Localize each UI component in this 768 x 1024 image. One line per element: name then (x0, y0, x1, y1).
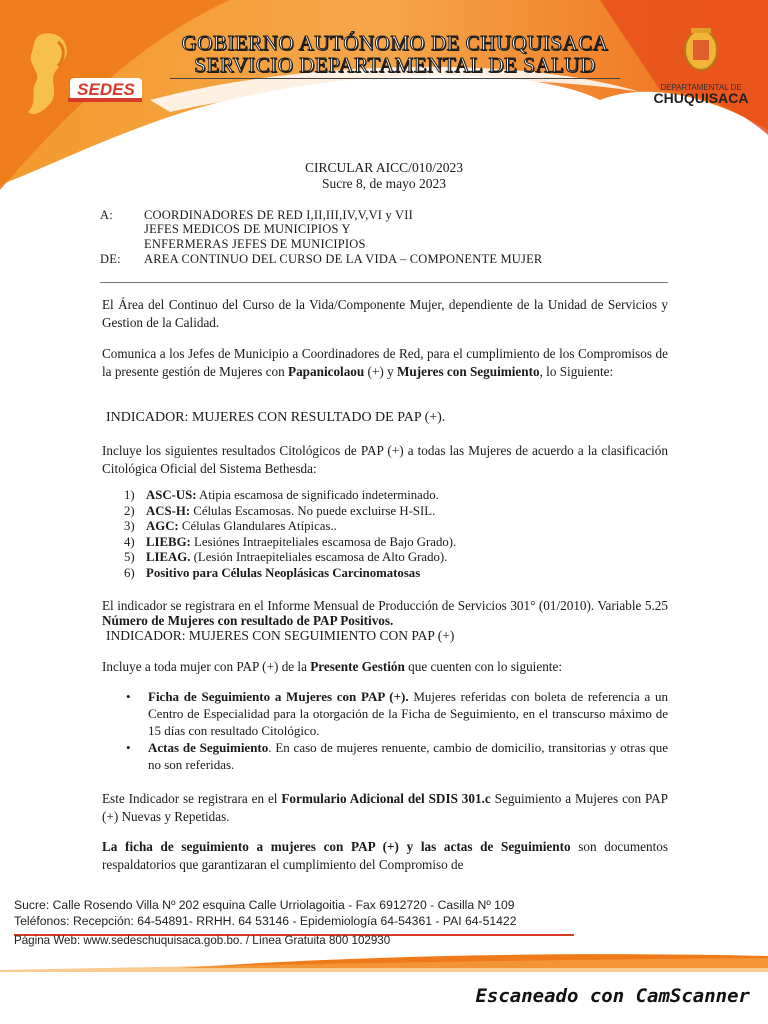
to-label: A: (100, 208, 113, 222)
list-item: 1) ASC-US: Atipia escamosa de significado indeterminado. (124, 488, 439, 502)
paragraph-comunica: Comunica a los Jefes de Municipio a Coordinadores de Red, para el cumplimiento de los Compromisos de la presente gestión de Mujeres con Papanicolaou (+) y Mujeres con Seguimiento, lo Siguiente: (102, 346, 668, 379)
chuquisaca-logo (645, 24, 757, 109)
sedes-logo-text: SEDES (77, 80, 135, 99)
from-label: DE: (100, 252, 121, 266)
indicator-2-heading: INDICADOR: MUJERES CON SEGUIMIENTO CON PAP (+) (106, 628, 455, 643)
header-rule (170, 78, 620, 79)
header-title (150, 32, 640, 76)
list-item: 4) LIEBG: Lesiónes Intraepiteliales escamosa de Bajo Grado). (124, 534, 457, 549)
paragraph-incluye-2: Incluye a toda mujer con PAP (+) de la Presente Gestión que cuenten con lo siguiente: (102, 659, 562, 674)
paragraph-intro: El Área del Continuo del Curso de la Vida/Componente Mujer, dependiente de la Unidad de Servicios y Gestion de la Calidad. (102, 297, 668, 330)
camscanner-watermark: Escaneado con CamScanner (475, 985, 750, 1007)
paragraph-registro-1: El indicador se registrara en el Informe Mensual de Producción de Servicios 301° (01/2010). Variable 5.25 Número de Mujeres con resultado de PAP Positivos. (102, 598, 668, 628)
footer-decoration (0, 946, 768, 976)
list-item: 6) Positivo para Células Neoplásicas Carcinomatosas (124, 565, 421, 580)
section-separator (100, 282, 668, 283)
list-item: 5) LIEAG. (Lesión Intraepiteliales escamosa de Alto Grado). (124, 550, 448, 565)
list-item: 3) AGC: Células Glandulares Atípicas.. (124, 519, 337, 534)
footer-address: Sucre: Calle Rosendo Villa Nº 202 esquina Calle Urriolagoitia - Fax 6912720 - Casilla Nº 109 (14, 898, 515, 912)
bethesda-list (124, 488, 456, 582)
logo-right-big-text: CHUQUISACA (653, 90, 749, 106)
indicator-1-heading: INDICADOR: MUJERES CON RESULTADO DE PAP (+). (106, 410, 446, 425)
logo-right-small-text: DEPARTAMENTAL DE (660, 83, 742, 92)
header-line-1: GOBIERNO AUTÓNOMO DE CHUQUISACA (181, 31, 609, 55)
sedes-logo (18, 28, 148, 123)
list-item: 2) ACS-H: Células Escamosas. No puede excluirse H-SIL. (124, 503, 436, 518)
bullet-item: • Ficha de Seguimiento a Mujeres con PAP (+). Mujeres referidas con boleta de referencia a un Centro de Especialidad para la otorgación de la Ficha de Seguimiento, en el transcurso máximo de 15 días con resultado Citológico. (126, 689, 668, 738)
to-line-1: COORDINADORES DE RED I,II,III,IV,V,VI y VII (144, 208, 414, 222)
header-line-2: SERVICIO DEPARTAMENTAL DE SALUD (194, 53, 596, 77)
paragraph-registro-2: Este Indicador se registrara en el Formulario Adicional del SDIS 301.c Seguimiento a Mujeres con PAP (+) Nuevas y Repetidas. (102, 791, 668, 824)
to-line-3: ENFERMERAS JEFES DE MUNICIPIOS (144, 237, 366, 251)
from-text: AREA CONTINUO DEL CURSO DE LA VIDA – COMPONENTE MUJER (144, 252, 543, 266)
to-line-2: JEFES MEDICOS DE MUNICIPIOS Y (144, 222, 351, 236)
circular-number: CIRCULAR AICC/010/2023 (305, 160, 463, 175)
footer-phones: Teléfonos: Recepción: 64-54891- RRHH. 64 53146 - Epidemiología 64-54361 - PAI 64-51422 (14, 914, 517, 928)
bullet-item: • Actas de Seguimiento. En caso de mujeres renuente, cambio de domicilio, transitorias y otras que no son referidas. (126, 740, 668, 772)
followup-bullets (124, 688, 668, 773)
paragraph-ficha: La ficha de seguimiento a mujeres con PAP (+) y las actas de Seguimiento son documentos respaldatorios que garantizaran el cumplimiento del Compromiso de (102, 839, 668, 872)
footer-website: Página Web: www.sedeschuquisaca.gob.bo. / Línea Gratuita 800 102930 (14, 934, 391, 947)
circular-date: Sucre 8, de mayo 2023 (321, 176, 447, 191)
paragraph-incluye-1: Incluye los siguientes resultados Citológicos de PAP (+) a todas las Mujeres de acuerdo a la clasificación Citológica Oficial del Sistema Bethesda: (102, 443, 668, 476)
